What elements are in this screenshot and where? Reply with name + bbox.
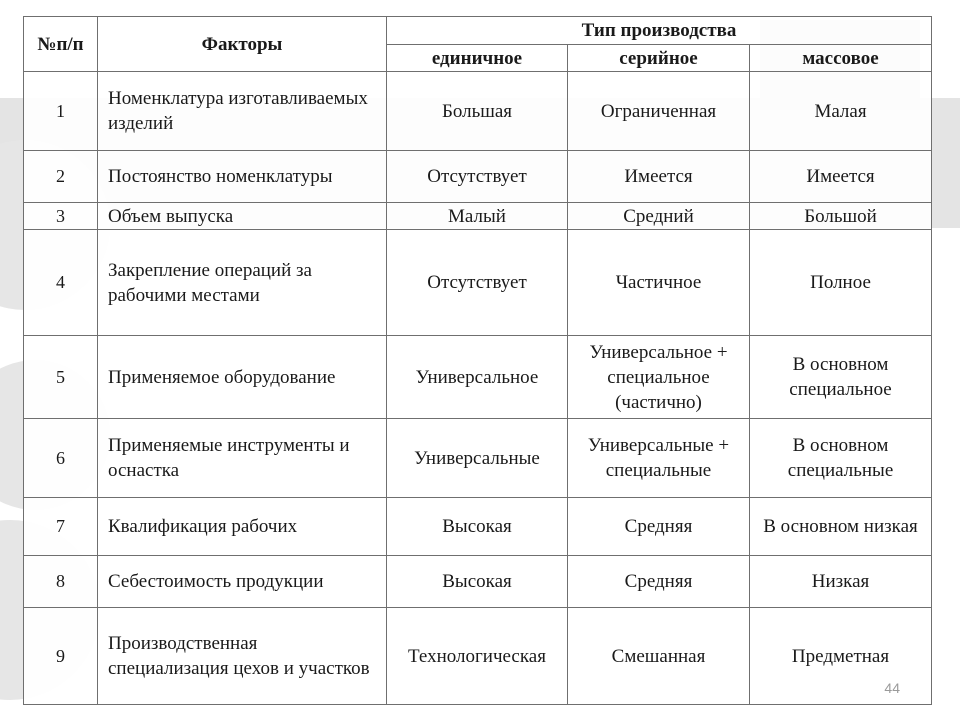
row-factor: Применяемые инструменты и оснастка bbox=[98, 419, 387, 498]
table-row bbox=[24, 203, 932, 230]
row-serial: Частичное bbox=[568, 230, 750, 336]
row-serial: Смешанная bbox=[568, 608, 750, 705]
row-serial: Имеется bbox=[568, 151, 750, 203]
row-num: 7 bbox=[24, 498, 98, 556]
row-factor: Квалификация рабочих bbox=[98, 498, 387, 556]
row-mass: Низкая bbox=[750, 556, 932, 608]
row-mass: Большой bbox=[750, 203, 932, 230]
row-mass: Предметная bbox=[750, 608, 932, 705]
row-unit: Универсальное bbox=[387, 336, 568, 419]
row-mass: В основном низкая bbox=[750, 498, 932, 556]
row-mass: В основном специальное bbox=[750, 336, 932, 419]
row-mass: В основном специальные bbox=[750, 419, 932, 498]
table-row bbox=[24, 230, 932, 336]
row-serial: Средняя bbox=[568, 498, 750, 556]
table-row bbox=[24, 72, 932, 151]
table-row bbox=[24, 608, 932, 705]
header-type-unit: единичное bbox=[387, 45, 568, 72]
row-num: 3 bbox=[24, 203, 98, 230]
table-row bbox=[24, 419, 932, 498]
table-row bbox=[24, 151, 932, 203]
page-number: 44 bbox=[884, 680, 900, 696]
header-type-mass: массовое bbox=[750, 45, 932, 72]
row-mass: Имеется bbox=[750, 151, 932, 203]
row-num: 9 bbox=[24, 608, 98, 705]
row-factor: Себестоимость продукции bbox=[98, 556, 387, 608]
row-unit: Универсальные bbox=[387, 419, 568, 498]
row-unit: Технологическая bbox=[387, 608, 568, 705]
row-factor: Номенклатура изготавливаемых изделий bbox=[98, 72, 387, 151]
row-num: 2 bbox=[24, 151, 98, 203]
table-row bbox=[24, 336, 932, 419]
header-production-type: Тип производства bbox=[387, 17, 932, 45]
row-unit: Малый bbox=[387, 203, 568, 230]
row-num: 1 bbox=[24, 72, 98, 151]
table-row bbox=[24, 498, 932, 556]
row-num: 8 bbox=[24, 556, 98, 608]
row-factor: Объем выпуска bbox=[98, 203, 387, 230]
row-factor: Закрепление операций за рабочими местами bbox=[98, 230, 387, 336]
table-header-row bbox=[24, 17, 932, 45]
header-num: №п/п bbox=[24, 17, 98, 72]
row-serial: Средняя bbox=[568, 556, 750, 608]
row-serial: Универсальное + специальное (частично) bbox=[568, 336, 750, 419]
row-unit: Отсутствует bbox=[387, 230, 568, 336]
row-unit: Большая bbox=[387, 72, 568, 151]
production-types-table bbox=[23, 16, 932, 705]
row-num: 6 bbox=[24, 419, 98, 498]
row-serial: Универсальные + специальные bbox=[568, 419, 750, 498]
row-serial: Средний bbox=[568, 203, 750, 230]
row-unit: Отсутствует bbox=[387, 151, 568, 203]
row-serial: Ограниченная bbox=[568, 72, 750, 151]
row-mass: Малая bbox=[750, 72, 932, 151]
row-num: 4 bbox=[24, 230, 98, 336]
row-factor: Производственная специализация цехов и участков bbox=[98, 608, 387, 705]
row-unit: Высокая bbox=[387, 498, 568, 556]
table-row bbox=[24, 556, 932, 608]
header-type-serial: серийное bbox=[568, 45, 750, 72]
row-factor: Применяемое оборудование bbox=[98, 336, 387, 419]
header-factors: Факторы bbox=[98, 17, 387, 72]
row-num: 5 bbox=[24, 336, 98, 419]
row-factor: Постоянство номенклатуры bbox=[98, 151, 387, 203]
row-unit: Высокая bbox=[387, 556, 568, 608]
row-mass: Полное bbox=[750, 230, 932, 336]
